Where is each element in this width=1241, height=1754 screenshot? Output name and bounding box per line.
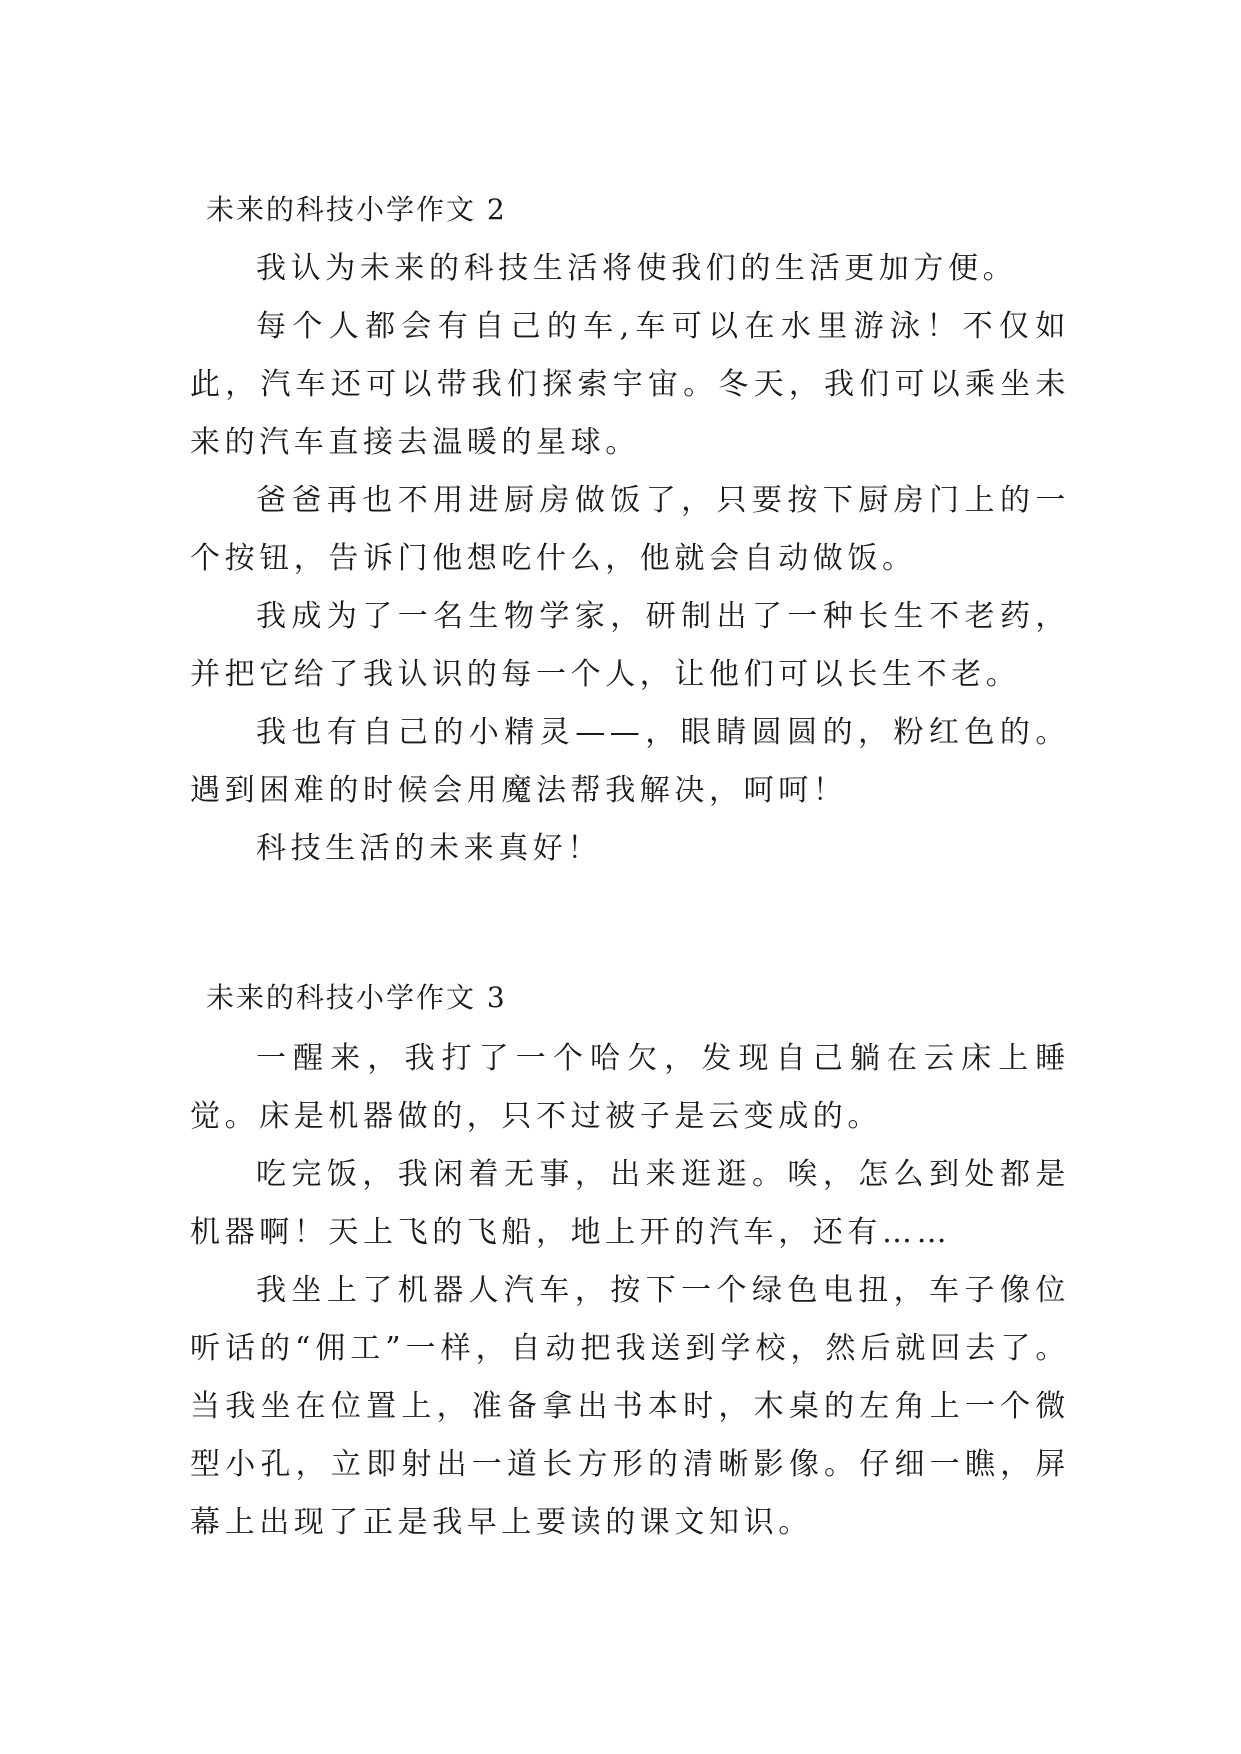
essay-paragraph: 科技生活的未来真好！	[256, 831, 602, 866]
essay-title: 未来的科技小学作文 2	[206, 193, 507, 226]
essay-paragraph: 我成为了一名生物学家，研制出了一种长生不老药，并把它给了我认识的每一个人，让他们可以长生不老。	[190, 599, 1070, 692]
essay-section-2	[190, 190, 1070, 878]
essay-section-3	[190, 978, 1070, 1552]
essay-paragraph: 每个人都会有自己的车,车可以在水里游泳！不仅如此，汽车还可以带我们探索宇宙。冬天，我们可以乘坐未来的汽车直接去温暖的星球。	[190, 309, 1070, 460]
essay-paragraph: 一醒来，我打了一个哈欠，发现自己躺在云床上睡觉。床是机器做的，只不过被子是云变成的。	[190, 1041, 1070, 1134]
essay-paragraph: 我坐上了机器人汽车，按下一个绿色电扭，车子像位听话的“佣工”一样，自动把我送到学校，然后就回去了。当我坐在位置上，准备拿出书本时，木桌的左角上一个微型小孔，立即射出一道长方形的清晰影像。仔细一瞧，屏幕上出现了正是我早上要读的课文知识。	[190, 1273, 1070, 1540]
essay-paragraph: 爸爸再也不用进厨房做饭了，只要按下厨房门上的一个按钮，告诉门他想吃什么，他就会自动做饭。	[190, 483, 1070, 576]
essay-title: 未来的科技小学作文 3	[206, 981, 507, 1014]
essay-paragraph: 我也有自己的小精灵——，眼睛圆圆的，粉红色的。遇到困难的时候会用魔法帮我解决，呵呵！	[190, 715, 1070, 808]
essay-paragraph: 我认为未来的科技生活将使我们的生活更加方便。	[256, 251, 1018, 286]
essay-paragraph: 吃完饭，我闲着无事，出来逛逛。唉，怎么到处都是机器啊！天上飞的飞船，地上开的汽车，还有……	[190, 1157, 1070, 1250]
